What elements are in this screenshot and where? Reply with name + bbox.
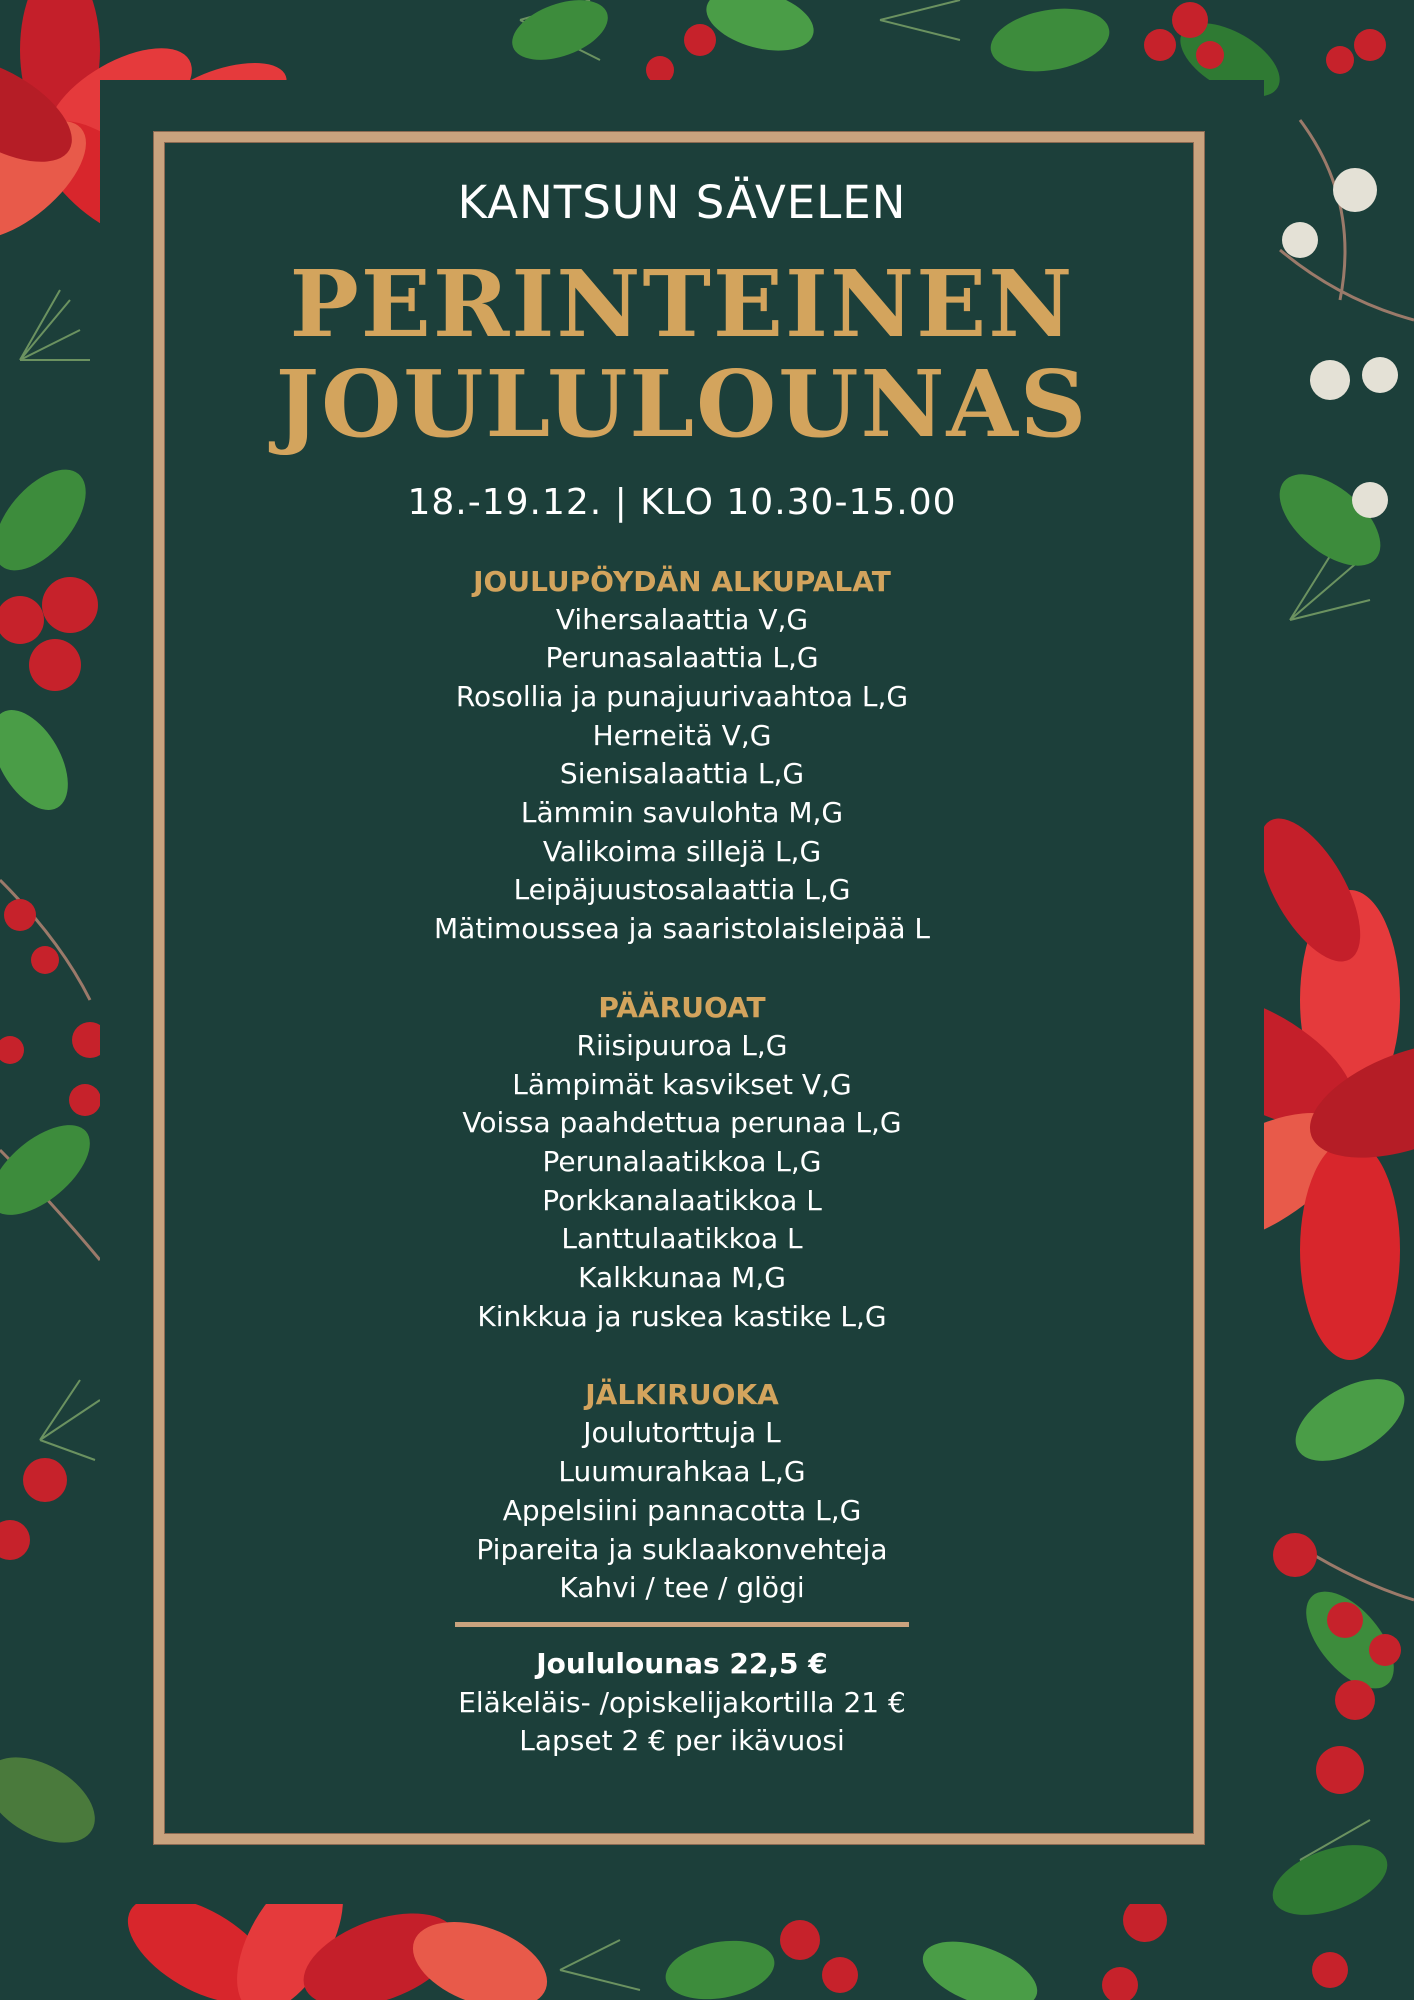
menu-item: Riisipuuroa L,G — [576, 1028, 788, 1062]
menu-item: Sienisalaattia L,G — [559, 757, 805, 791]
price-main: Joululounas 22,5 € — [536, 1646, 828, 1680]
menu-item: Luumurahkaa L,G — [558, 1455, 806, 1489]
price-discount: Eläkeläis- /opiskelijakortilla 21 € — [458, 1685, 906, 1719]
menu-item: Kalkkunaa M,G — [578, 1261, 786, 1295]
menu-item: Lanttulaatikkoa L — [561, 1222, 803, 1256]
menu-item: Pipareita ja suklaakonvehteja — [476, 1532, 888, 1566]
section-main-courses — [100, 989, 1264, 1337]
divider — [455, 1622, 909, 1627]
venue-name: KANTSUN SÄVELEN — [457, 176, 907, 229]
white-berry-icon — [1282, 168, 1398, 518]
menu-item: Appelsiini pannacotta L,G — [502, 1493, 862, 1527]
section-dessert — [100, 1376, 1264, 1608]
section-title: JÄLKIRUOKA — [585, 1378, 779, 1412]
date-time: 18.-19.12. | KLO 10.30-15.00 — [407, 481, 957, 523]
menu-item: Mätimoussea ja saaristolaisleipää L — [433, 912, 931, 946]
section-title: PÄÄRUOAT — [598, 990, 766, 1024]
title-line-1: PERINTEINEN — [289, 249, 1075, 358]
menu-item: Kahvi / tee / glögi — [559, 1571, 805, 1605]
menu-item: Perunalaatikkoa L,G — [542, 1144, 822, 1178]
price-children: Lapset 2 € per ikävuosi — [519, 1724, 845, 1758]
menu-item: Kinkkua ja ruskea kastike L,G — [477, 1299, 887, 1333]
menu-item: Rosollia ja punajuurivaahtoa L,G — [455, 679, 909, 713]
section-title: JOULUPÖYDÄN ALKUPALAT — [473, 564, 891, 598]
section-appetizers — [100, 563, 1264, 949]
menu-item: Porkkanalaatikkoa L — [542, 1183, 822, 1217]
menu-content — [100, 80, 1264, 1761]
menu-item: Vihersalaattia V,G — [555, 602, 809, 636]
title-line-2: JOULULOUNAS — [275, 349, 1089, 458]
menu-item: Joulutorttuja L — [583, 1416, 781, 1450]
menu-item: Valikoima sillejä L,G — [542, 834, 822, 868]
menu-item: Voissa paahdettua perunaa L,G — [462, 1106, 902, 1140]
menu-item: Lämpimät kasvikset V,G — [512, 1067, 852, 1101]
page-title — [100, 249, 1264, 458]
menu-item: Perunasalaattia L,G — [545, 641, 819, 675]
menu-item: Lämmin savulohta M,G — [520, 796, 844, 830]
menu-item: Herneitä V,G — [592, 718, 772, 752]
menu-item: Leipäjuustosalaattia L,G — [513, 873, 851, 907]
